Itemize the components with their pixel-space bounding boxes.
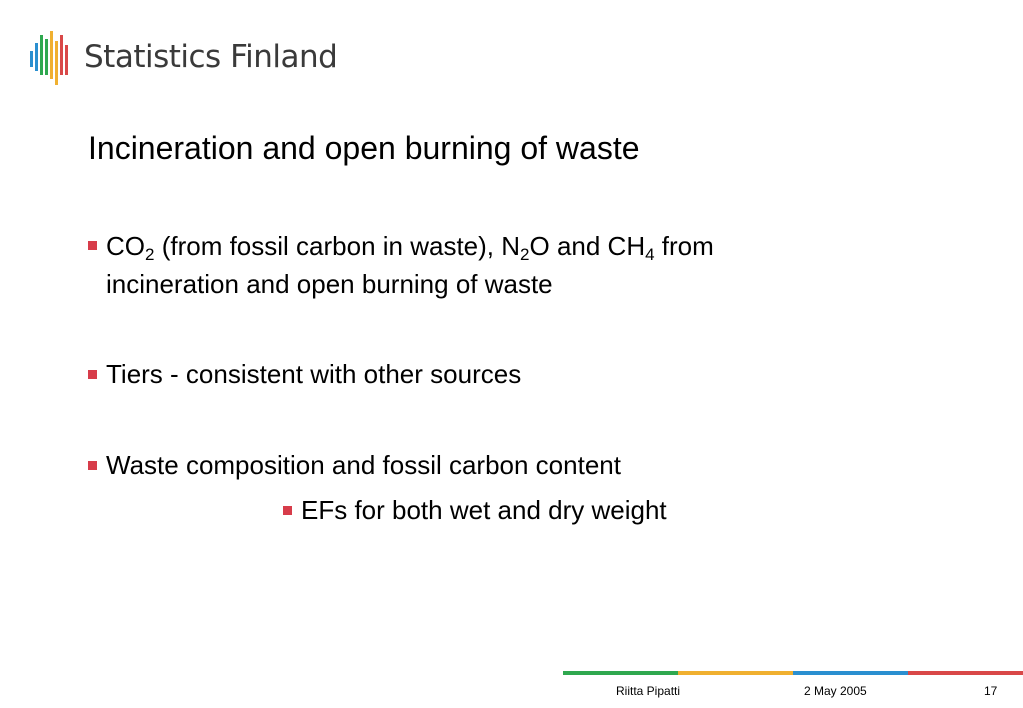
- bullet-text-tiers: Tiers - consistent with other sources: [106, 359, 522, 389]
- bullet-text-waste-composition: Waste composition and fossil carbon content: [106, 450, 621, 480]
- bullet-marker: [88, 461, 97, 470]
- bullet-text-emissions-line2: incineration and open burning of waste: [106, 269, 553, 299]
- slide-title: Incineration and open burning of waste: [88, 130, 640, 166]
- footer-date: 2 May 2005: [804, 684, 867, 698]
- statistics-finland-logo: [29, 29, 338, 89]
- logo-bars-icon: [29, 29, 79, 89]
- footer-bar-red: [908, 671, 1023, 675]
- footer-bar-yellow: [678, 671, 793, 675]
- sub-bullet-marker: [283, 506, 292, 515]
- bullet-text-emissions: $CO_2$ (from fossil carbon in waste), $N_2O$ and $CH_4$ from: [106, 231, 714, 264]
- footer-bar-green: [563, 671, 678, 675]
- footer-page-number: 17: [984, 684, 998, 698]
- bullet-marker: [88, 241, 97, 250]
- footer-author: Riitta Pipatti: [616, 684, 681, 698]
- footer-bar-blue: [793, 671, 908, 675]
- sub-bullet-text-efs: EFs for both wet and dry weight: [301, 495, 667, 525]
- bullet-marker: [88, 370, 97, 379]
- logo-text: Statistics Finland: [84, 39, 338, 75]
